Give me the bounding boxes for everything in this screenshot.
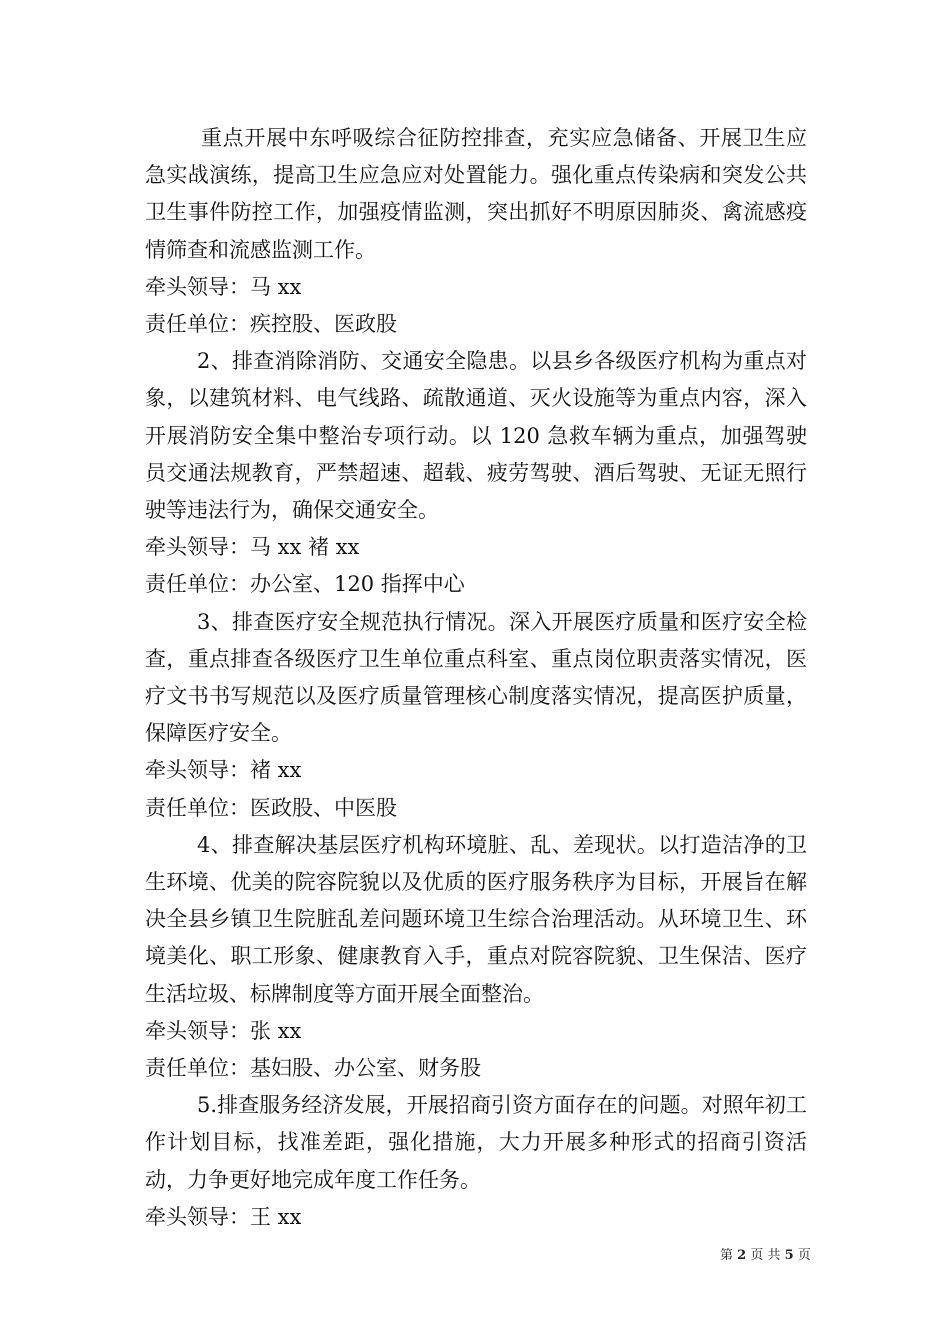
total-pages-number: 5 <box>784 1248 794 1263</box>
intro-paragraph <box>145 120 807 269</box>
responsible-unit-line: 责任单位：疾控股、医政股 <box>145 312 397 337</box>
paragraph-line: 情况，医疗文书书写规范以及医疗质量管理核心制度落实情况，提 <box>145 646 808 709</box>
section-4 <box>145 827 807 1087</box>
paragraph-line: 高医护质量，保障医疗安全。 <box>145 684 808 746</box>
intro-block <box>145 120 807 343</box>
paragraph-line: 5.排查服务经济发展，开展招商引资方面存在的问题。对照年 <box>197 1093 765 1118</box>
footer-middle: 页 共 <box>750 1248 781 1263</box>
page-number-footer <box>720 1244 811 1263</box>
section-paragraph <box>145 1087 807 1199</box>
paragraph-line: 点对象，以建筑材料、电气线路、疏散通道、灭火设施等为重点内 <box>145 349 808 411</box>
current-page-number: 2 <box>737 1248 747 1263</box>
section-3 <box>145 604 807 827</box>
section-2 <box>145 343 807 603</box>
lead-leader-line: 牵头领导：马 xx 褚 xx <box>145 535 360 560</box>
paragraph-line: 3、排查医疗安全规范执行情况。深入开展医疗质量和医疗安 <box>197 609 765 634</box>
section-paragraph <box>145 827 807 1013</box>
footer-prefix: 第 <box>720 1248 734 1263</box>
paragraph-line: 展旨在解决全县乡镇卫生院脏乱差问题环境卫生综合治理活动。从 <box>145 870 808 932</box>
section-paragraph <box>145 604 807 753</box>
footer-suffix: 页 <box>797 1248 811 1263</box>
paragraph-line: 卫生保洁、医疗生活垃圾、标牌制度等方面开展全面整治。 <box>145 944 808 1006</box>
lead-leader-line: 牵头领导：马 xx <box>145 274 302 299</box>
section-paragraph <box>145 343 807 529</box>
paragraph-line: 初工作计划目标，找准差距，强化措施，大力开展多种形式的招商 <box>145 1093 807 1155</box>
lead-leader-line: 牵头领导：褚 xx <box>145 758 302 783</box>
paragraph-line: 环境卫生、环境美化、职工形象、健康教育入手，重点对院容院貌、 <box>145 907 808 969</box>
paragraph-line: 2、排查消除消防、交通安全隐患。以县乡各级医疗机构为重 <box>197 349 765 374</box>
paragraph-line: 全检查，重点排查各级医疗卫生单位重点科室、重点岗位职责落实 <box>145 609 808 671</box>
responsible-unit-line: 责任单位：办公室、120 指挥中心 <box>145 572 465 597</box>
responsible-unit-line: 责任单位：基妇股、办公室、财务股 <box>145 1056 481 1081</box>
lead-leader-line: 牵头领导：王 xx <box>145 1204 302 1229</box>
paragraph-line: 4、排查解决基层医疗机构环境脏、乱、差现状。以打造洁净 <box>197 832 765 857</box>
lead-leader-line: 牵头领导：张 xx <box>145 1018 302 1043</box>
paragraph-line: 应急实战演练，提高卫生应急应对处置能力。强化重点传染病和突 <box>145 126 807 188</box>
paragraph-line: 加强驾驶员交通法规教育，严禁超速、超载、疲劳驾驶、酒后驾驶、 <box>145 423 808 485</box>
paragraph-line: 无证无照行驶等违法行为，确保交通安全。 <box>145 460 807 523</box>
paragraph-line: 重点开展中东呼吸综合征防控排查，充实应急储备、开展卫生 <box>201 126 786 150</box>
document-body <box>145 120 807 1236</box>
section-5 <box>145 1087 807 1236</box>
paragraph-line: 的卫生环境、优美的院容院貌以及优质的医疗服务秩序为目标，开 <box>145 832 808 895</box>
paragraph-line: 禽流感疫情筛查和流感监测工作。 <box>145 200 808 262</box>
paragraph-line: 发公共卫生事件防控工作，加强疫情监测，突出抓好不明原因肺炎、 <box>145 163 807 225</box>
paragraph-line: 容，深入开展消防安全集中整治专项行动。以 120 急救车辆为重点， <box>145 386 808 448</box>
responsible-unit-line: 责任单位：医政股、中医股 <box>145 795 397 820</box>
paragraph-line: 引资活动，力争更好地完成年度工作任务。 <box>145 1130 808 1192</box>
